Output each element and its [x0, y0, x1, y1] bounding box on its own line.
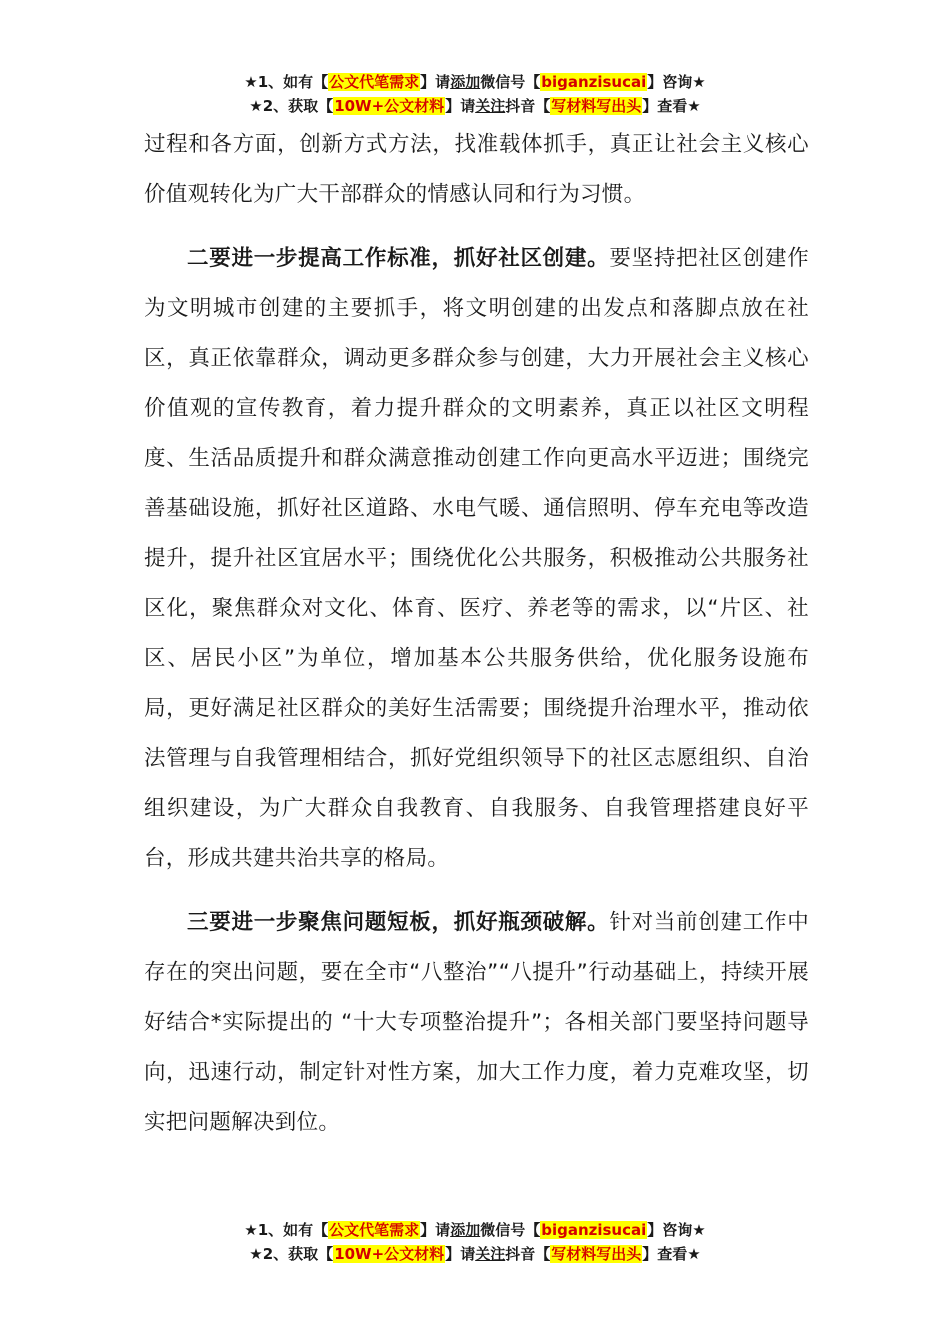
banner-line-2 [0, 94, 950, 118]
paragraph-text: 针对当前创建工作中存在的突出问题，要在全市“八整治”“八提升”行动基础上，持续开展好结合*实际提出的 “十大专项整治提升”；各相关部门要坚持问题导向，迅速行动，制定针对性方案，加大工作力度，着力克难攻坚，切实把问题解决到位。 [144, 910, 810, 1135]
banner-text: 】请 [445, 97, 476, 115]
douyin-account: 写材料写出头 [551, 97, 642, 115]
wechat-id: biganzisucai [541, 73, 647, 91]
highlight-text: 10W+公文材料 [334, 1245, 445, 1263]
banner-text: 】请 [420, 73, 451, 91]
document-body [144, 120, 809, 1148]
highlight-text: 公文代笔需求 [329, 73, 420, 91]
banner-text: ★2、获取【 [249, 97, 334, 115]
banner-text: 】请 [445, 1245, 476, 1263]
banner-text: ★1、如有【 [244, 1221, 329, 1239]
banner-line-2 [0, 1242, 950, 1266]
paragraph-text: 要坚持把社区创建作为文明城市创建的主要抓手，将文明创建的出发点和落脚点放在社区，真正依靠群众，调动更多群众参与创建，大力开展社会主义核心价值观的宣传教育，着力提升群众的文明素养，真正以社区文明程度、生活品质提升和群众满意推动创建工作向更高水平迈进；围绕完善基础设施，抓好社区道路、水电气暖、通信照明、停车充电等改造提升，提升社区宜居水平；围绕优化公共服务，积极推动公共服务社区化，聚焦群众对文化、体育、医疗、养老等的需求，以“片区、社区、居民小区”为单位，增加基本公共服务供给，优化服务设施布局，更好满足社区群众的美好生活需要；围绕提升治理水平，推动依法管理与自我管理相结合，抓好党组织领导下的社区志愿组织、自治组织建设，为广大群众自我教育、自我服务、自我管理搭建良好平台，形成共建共治共享的格局。 [144, 246, 810, 871]
banner-text: 】请 [420, 1221, 451, 1239]
paragraph-continuation: 过程和各方面，创新方式方法，找准载体抓手，真正让社会主义核心价值观转化为广大干部群众的情感认同和行为习惯。 [144, 132, 809, 207]
banner-text: ★2、获取【 [249, 1245, 334, 1263]
banner-text: 抖音【 [505, 1245, 551, 1263]
banner-text: 微信号【 [480, 1221, 541, 1239]
paragraph-bottleneck [144, 898, 809, 1148]
banner-text: 】咨询★ [647, 73, 706, 91]
underlined-text: 关注 [475, 97, 506, 115]
banner-text: 】查看★ [642, 1245, 701, 1263]
paragraph-lead: 二要进一步提高工作标准，抓好社区创建。 [187, 246, 610, 271]
paragraph-lead: 三要进一步聚焦问题短板，抓好瓶颈破解。 [187, 910, 610, 935]
highlight-text: 10W+公文材料 [334, 97, 445, 115]
header-banner [0, 70, 950, 118]
underlined-text: 关注 [475, 1245, 506, 1263]
banner-text: 】查看★ [642, 97, 701, 115]
underlined-text: 添加 [450, 73, 481, 91]
douyin-account: 写材料写出头 [551, 1245, 642, 1263]
underlined-text: 添加 [450, 1221, 481, 1239]
banner-line-1 [0, 1218, 950, 1242]
wechat-id: biganzisucai [541, 1221, 647, 1239]
banner-line-1 [0, 70, 950, 94]
banner-text: 抖音【 [505, 97, 551, 115]
footer-banner [0, 1218, 950, 1266]
paragraph-community-building [144, 234, 809, 884]
banner-text: 微信号【 [480, 73, 541, 91]
highlight-text: 公文代笔需求 [329, 1221, 420, 1239]
banner-text: 】咨询★ [647, 1221, 706, 1239]
banner-text: ★1、如有【 [244, 73, 329, 91]
